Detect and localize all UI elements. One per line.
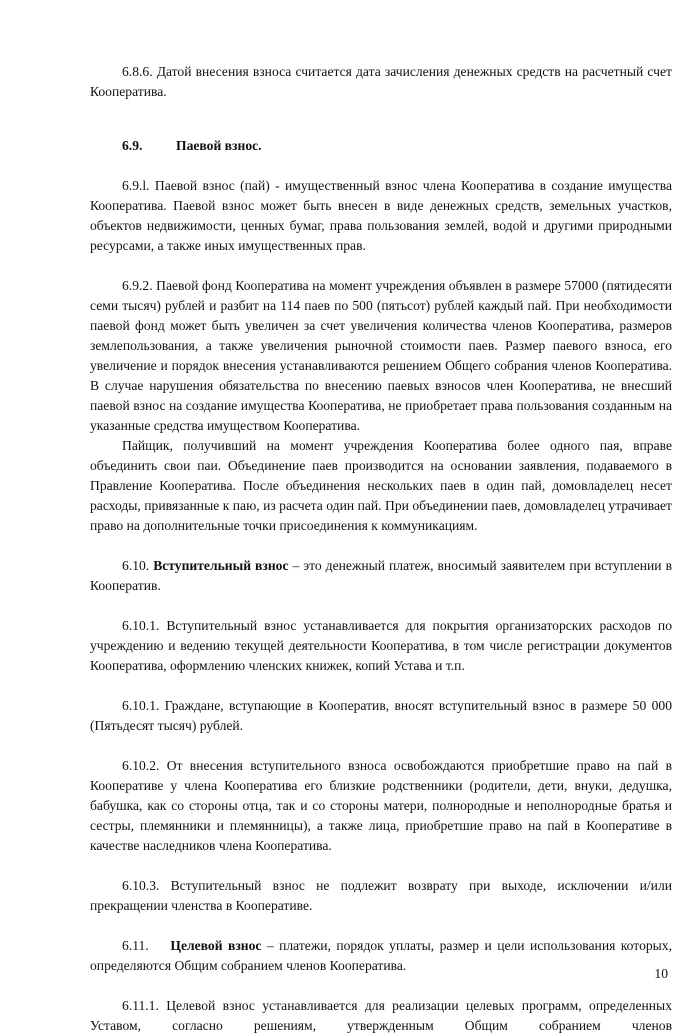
paragraph-6-10-2: 6.10.2. От внесения вступительного взноса освобождаются приобретшие право на пай в Кооперативе у члена Кооператива его близкие родственники (родители, дети, внуки, дедушка, бабушка, как со стороны отца, так и со стороны матери, полнородные и неполнородные братья и сестры, племянники и племянницы), а также лица, приобретшие право на пай в Кооперативе в качестве наследников члена Кооператива.: [90, 758, 672, 853]
spacer: [90, 976, 672, 996]
paragraph-6-9-2-continued: Пайщик, получивший на момент учреждения Кооператива более одного пая, вправе объединить свои паи. Объединение паев производится на основании заявления, подаваемого в Правление Кооператива. После объединения нескольких паев в один пай, домовладелец несет расходы, привязанные к паю, из расчета один пай. При объединении паев, домовладелец утрачивает право на дополнительные точки присоединения к коммуникациям.: [90, 438, 672, 533]
spacer: [90, 102, 672, 136]
paragraph-6-8-6: 6.8.6. Датой внесения взноса считается дата зачисления денежных средств на расчетный счет Кооператива.: [90, 64, 672, 99]
spacer: [90, 596, 672, 616]
paragraph-6-11: [90, 936, 672, 976]
spacer: [90, 676, 672, 696]
defined-term: Целевой взнос: [170, 938, 262, 953]
item-text: – это денежный платеж, вносимый заявителем при вступлении в Кооператив.: [90, 558, 672, 593]
paragraph-6-9-1: 6.9.l. Паевой взнос (пай) - имущественный взнос члена Кооператива в создание имущества Кооператива. Паевой взнос может быть внесен в виде денежных средств, земельных участков, объектов недвижимости, ценных бумаг, права пользования землей, водой и другими природными ресурсами, а также иных имущественных прав.: [90, 178, 672, 253]
paragraph-6-10: [90, 556, 672, 596]
section-heading-6-9: [90, 136, 672, 156]
item-text: – платежи, порядок уплаты, размер и цели использования которых, определяются Общим собранием членов Кооператива.: [90, 938, 672, 973]
document-page: [90, 62, 672, 1036]
defined-term: Вступительный взнос: [153, 558, 289, 573]
paragraph-6-9-2: 6.9.2. Паевой фонд Кооператива на момент учреждения объявлен в размере 57000 (пятидесяти семи тысяч) рублей и разбит на 114 паев по 500 (пятьсот) рублей каждый пай. При необходимости паевой фонд может быть увеличен за счет увеличения количества членов Кооператива, размеров землепользования, а также увеличения рыночной стоимости паев. Размер паевого взноса, его увеличение и порядок внесения устанавливаются решением Общего собрания членов Кооператива. В случае нарушения обязательства по внесению паевых взносов член Кооператива, не внесший паевой взнос на создание имущества Кооператива, не приобретает права пользования созданным на указанные средства имуществом Кооператива.: [90, 278, 672, 433]
paragraph-6-10-1-amount: 6.10.1. Граждане, вступающие в Кооператив, вносят вступительный взнос в размере 50 000 (Пятьдесят тысяч) рублей.: [90, 698, 672, 733]
paragraph-6-11-1: 6.11.1. Целевой взнос устанавливается для реализации целевых программ, определенных Уставом, согласно решениям, утвержденным Общим собранием членов: [90, 998, 672, 1033]
section-number: 6.9.: [122, 138, 143, 153]
spacer: [90, 536, 672, 556]
item-number: 6.11.: [122, 938, 149, 953]
spacer: [90, 736, 672, 756]
spacer: [90, 856, 672, 876]
spacer: [90, 156, 672, 176]
spacer: [90, 256, 672, 276]
section-title: Паевой взнос.: [176, 138, 262, 153]
spacer: [90, 916, 672, 936]
item-number: 6.10.: [122, 558, 150, 573]
paragraph-6-10-1: 6.10.1. Вступительный взнос устанавливается для покрытия организаторских расходов по учреждению и ведению текущей деятельности Кооператива, в том числе регистрации документов Кооператива, оформлению членских книжек, копий Устава и т.п.: [90, 618, 672, 673]
paragraph-6-10-3: 6.10.3. Вступительный взнос не подлежит возврату при выходе, исключении и/или прекращении членства в Кооперативе.: [90, 878, 672, 913]
page-number: 10: [654, 966, 668, 981]
